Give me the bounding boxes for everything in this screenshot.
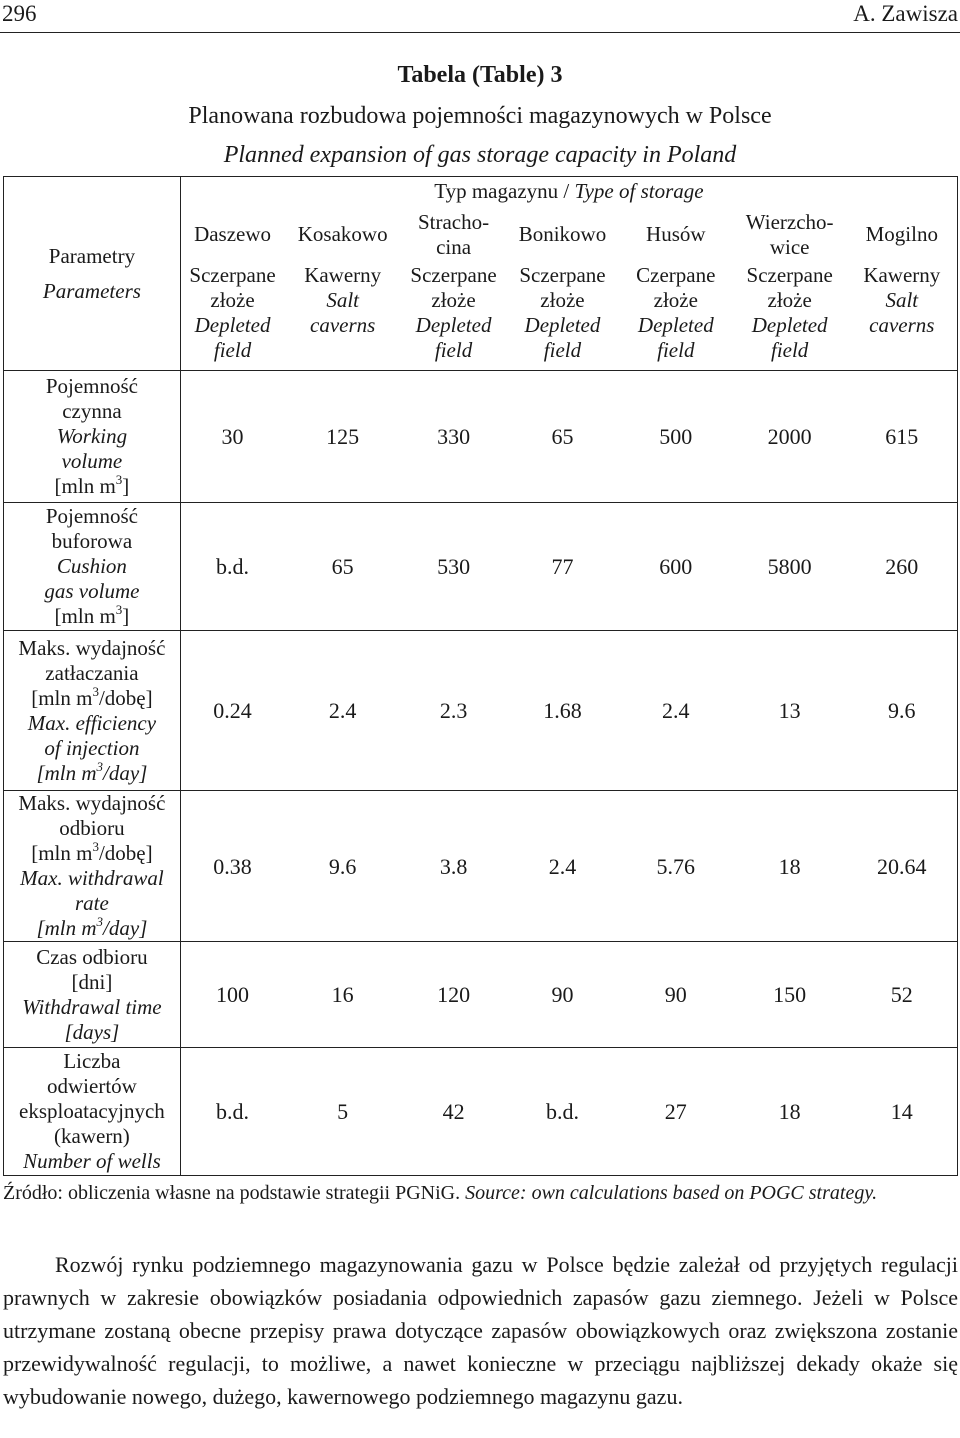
table-source-note bbox=[3, 1181, 958, 1206]
storage-type-en-line: field bbox=[770, 337, 809, 362]
column-header-name bbox=[180, 207, 284, 263]
table-cell: 5.76 bbox=[619, 791, 733, 942]
table-row bbox=[4, 791, 958, 942]
table-cell: 530 bbox=[401, 503, 506, 631]
storage-name-line: Husów bbox=[646, 222, 706, 246]
table-cell: 2.3 bbox=[401, 631, 506, 791]
row-unit bbox=[4, 758, 180, 786]
row-unit bbox=[4, 683, 180, 711]
table-title-pl: Planowana rozbudowa pojemności magazynowych w Polsce bbox=[188, 103, 772, 129]
unit-text: ] bbox=[122, 474, 130, 498]
table-cell: 100 bbox=[180, 942, 284, 1048]
column-header-name bbox=[847, 207, 958, 263]
table-cell: 500 bbox=[619, 371, 733, 503]
table-cell: 18 bbox=[733, 791, 847, 942]
storage-type-pl-line: złoże bbox=[767, 287, 812, 312]
table-cell: 5 bbox=[284, 1048, 401, 1176]
row-label-pl-line: Pojemność bbox=[45, 374, 138, 398]
table-cell: 9.6 bbox=[284, 791, 401, 942]
storage-type-pl-line: złoże bbox=[653, 287, 698, 312]
unit-text: [mln m bbox=[31, 841, 93, 865]
storage-type-en-line: Depleted bbox=[751, 312, 828, 337]
column-header-name bbox=[733, 207, 847, 263]
table-cell: 90 bbox=[619, 942, 733, 1048]
unit-text: [mln m bbox=[36, 760, 97, 785]
running-head bbox=[0, 0, 960, 33]
row-label-en-line: [days] bbox=[64, 1019, 120, 1044]
storage-type-en-line: field bbox=[213, 337, 252, 362]
table-cell: 3.8 bbox=[401, 791, 506, 942]
table-cell: 42 bbox=[401, 1048, 506, 1176]
row-label-pl-line: Pojemność bbox=[45, 504, 138, 528]
unit-exponent: 3 bbox=[115, 602, 123, 617]
table-cell: 260 bbox=[847, 503, 958, 631]
storage-name-line: wice bbox=[769, 234, 810, 259]
table-cell: 2.4 bbox=[284, 631, 401, 791]
storage-type-en-line: Salt bbox=[885, 287, 919, 312]
row-unit bbox=[4, 916, 180, 941]
row-label-pl-line: Maks. wydajność bbox=[18, 791, 166, 815]
row-label-pl-line: odwiertów bbox=[47, 1074, 137, 1098]
storage-name-line: cina bbox=[436, 234, 472, 259]
table-cell: 27 bbox=[619, 1048, 733, 1176]
table-cell: 9.6 bbox=[847, 631, 958, 791]
table-cell: 90 bbox=[506, 942, 619, 1048]
unit-text: [mln m bbox=[31, 685, 93, 710]
table-cell: 30 bbox=[180, 371, 284, 503]
source-pl: Źródło: obliczenia własne na podstawie strategii PGNiG. bbox=[3, 1182, 466, 1204]
storage-type-en-line: Depleted bbox=[637, 312, 714, 337]
storage-table bbox=[3, 176, 958, 1176]
row-label bbox=[4, 631, 181, 791]
row-label bbox=[4, 942, 181, 1048]
table-row bbox=[4, 942, 958, 1048]
unit-text: /dobę] bbox=[98, 841, 153, 865]
table-cell: 52 bbox=[847, 942, 958, 1048]
table-cell: b.d. bbox=[180, 1048, 284, 1176]
unit-text: /day] bbox=[103, 760, 148, 785]
table-cell: 18 bbox=[733, 1048, 847, 1176]
column-header-name bbox=[619, 207, 733, 263]
column-header-type bbox=[284, 263, 401, 371]
row-label-en-line: Max. efficiency bbox=[27, 710, 157, 735]
table-cell: 125 bbox=[284, 371, 401, 503]
storage-type-en-line: caverns bbox=[310, 312, 376, 337]
table-cell: 65 bbox=[284, 503, 401, 631]
table-cell: 0.24 bbox=[180, 631, 284, 791]
table-cell: 150 bbox=[733, 942, 847, 1048]
table-cell: b.d. bbox=[506, 1048, 619, 1176]
row-label-pl-line: czynna bbox=[62, 399, 122, 423]
storage-name-line: Daszewo bbox=[194, 222, 272, 246]
param-header-en: Parameters bbox=[42, 278, 141, 303]
row-unit bbox=[4, 604, 180, 629]
row-label-pl-line: Liczba bbox=[63, 1049, 121, 1073]
row-unit bbox=[4, 841, 180, 866]
table-cell: 330 bbox=[401, 371, 506, 503]
unit-exponent: 3 bbox=[92, 839, 99, 854]
row-label bbox=[4, 791, 181, 942]
table-row bbox=[4, 1048, 958, 1176]
table-cell: 77 bbox=[506, 503, 619, 631]
table-row bbox=[4, 371, 958, 503]
row-label bbox=[4, 503, 181, 631]
table-cell: 600 bbox=[619, 503, 733, 631]
storage-type-en-line: Depleted bbox=[194, 312, 271, 337]
storage-type-pl-line: Sczerpane bbox=[746, 262, 833, 287]
row-label bbox=[4, 1048, 181, 1176]
unit-text: [mln m bbox=[54, 604, 116, 628]
column-header-type bbox=[619, 263, 733, 371]
table-cell: 5800 bbox=[733, 503, 847, 631]
table-cell: 0.38 bbox=[180, 791, 284, 942]
unit-text: [mln m bbox=[54, 474, 116, 498]
storage-type-pl-line: Czerpane bbox=[636, 262, 716, 287]
row-label-pl-line: odbioru bbox=[59, 816, 125, 840]
storage-type-en-line: Depleted bbox=[524, 312, 601, 337]
table-cell: 2.4 bbox=[506, 791, 619, 942]
storage-type-en-line: Depleted bbox=[415, 312, 492, 337]
row-label-pl-line: (kawern) bbox=[54, 1124, 130, 1148]
column-header-type bbox=[847, 263, 958, 371]
storage-type-en-line: field bbox=[657, 337, 695, 362]
storage-type-en-line: field bbox=[434, 337, 473, 362]
storage-type-pl-line: złoże bbox=[540, 287, 585, 312]
table-cell: 14 bbox=[847, 1048, 958, 1176]
storage-name-line: Wierzcho- bbox=[745, 209, 834, 234]
row-label-en-line: Working bbox=[56, 424, 128, 448]
table-cell: 2.4 bbox=[619, 631, 733, 791]
row-label-pl-line: eksploatacyjnych bbox=[19, 1099, 165, 1123]
row-label-en-line: volume bbox=[61, 449, 123, 473]
row-label-pl-line: buforowa bbox=[51, 529, 133, 553]
source-en: Source: own calculations based on POGC strategy. bbox=[465, 1182, 878, 1204]
table-cell: 13 bbox=[733, 631, 847, 791]
row-label-en-line: Withdrawal time bbox=[22, 994, 162, 1019]
storage-type-header-pl: Typ magazynu / bbox=[434, 179, 575, 204]
storage-name-line: Kosakowo bbox=[297, 222, 388, 246]
unit-exponent: 3 bbox=[92, 683, 99, 699]
storage-type-pl-line: złoże bbox=[431, 287, 476, 312]
table-cell: 1.68 bbox=[506, 631, 619, 791]
column-header-name bbox=[401, 207, 506, 263]
storage-name-line: Mogilno bbox=[865, 222, 938, 246]
storage-type-pl-line: Sczerpane bbox=[189, 262, 276, 287]
column-header-type bbox=[401, 263, 506, 371]
column-header-name bbox=[284, 207, 401, 263]
table-cell: 615 bbox=[847, 371, 958, 503]
storage-type-header bbox=[180, 177, 957, 207]
page-number: 296 bbox=[2, 1, 37, 26]
table-cell: 2000 bbox=[733, 371, 847, 503]
storage-type-pl-line: złoże bbox=[210, 287, 255, 312]
storage-type-en-line: caverns bbox=[869, 312, 935, 337]
unit-text: [mln m bbox=[36, 916, 97, 940]
row-label-en-line: Number of wells bbox=[23, 1149, 161, 1173]
table-cell: 65 bbox=[506, 371, 619, 503]
unit-text: /dobę] bbox=[98, 685, 153, 710]
table-cell: b.d. bbox=[180, 503, 284, 631]
column-header-type bbox=[180, 263, 284, 371]
row-label-en-line: rate bbox=[75, 891, 109, 915]
param-header-pl: Parametry bbox=[48, 243, 136, 268]
table-number: Tabela (Table) 3 bbox=[397, 62, 563, 88]
row-label-en-line: Cushion bbox=[56, 554, 127, 578]
body-paragraph: Rozwój rynku podziemnego magazynowania gazu w Polsce będzie zależał od przyjętych regulacji prawnych w zakresie obowiązków posiadania odpowiednich zapasów gazu ziemnego. Jeżeli w Polsce utrzymane zostaną obecne przepisy prawa dotyczące zapasów obowiązkowych oraz zwiększona zostanie przewidywalność regulacji, to możliwe, a nawet konieczne w przeciągu najbliższej dekady okaże się wybudowanie nowego, dużego, kawernowego podziemnego magazynu gazu. bbox=[3, 1252, 958, 1409]
row-unit bbox=[4, 474, 180, 499]
param-header bbox=[4, 177, 181, 371]
storage-type-pl-line: Kawerny bbox=[863, 262, 941, 287]
table-cell: 20.64 bbox=[847, 791, 958, 942]
row-label-en-line: Max. withdrawal bbox=[20, 866, 164, 890]
row-label-en-line: of injection bbox=[44, 735, 140, 760]
storage-type-pl-line: Sczerpane bbox=[519, 262, 606, 287]
table-cell: 120 bbox=[401, 942, 506, 1048]
row-label-en-line: gas volume bbox=[44, 579, 140, 603]
table-title-en: Planned expansion of gas storage capacity in Poland bbox=[223, 142, 737, 168]
storage-type-en-line: field bbox=[543, 337, 582, 362]
row-label-pl-line: zatłaczania bbox=[45, 660, 139, 685]
storage-type-pl-line: Kawerny bbox=[304, 262, 382, 287]
storage-name-line: Bonikowo bbox=[518, 222, 607, 246]
storage-type-pl-line: Sczerpane bbox=[410, 262, 497, 287]
running-author: A. Zawisza bbox=[853, 1, 958, 26]
row-label-pl-line: Maks. wydajność bbox=[18, 635, 166, 660]
column-header-name bbox=[506, 207, 619, 263]
unit-exponent: 3 bbox=[115, 472, 123, 487]
unit-exponent: 3 bbox=[96, 914, 104, 929]
unit-text: ] bbox=[122, 604, 130, 628]
column-header-type bbox=[506, 263, 619, 371]
table-row bbox=[4, 503, 958, 631]
row-label bbox=[4, 371, 181, 503]
unit-exponent: 3 bbox=[96, 758, 104, 774]
storage-name-line: Stracho- bbox=[417, 209, 490, 234]
storage-type-header-en: Type of storage bbox=[574, 179, 704, 204]
column-header-type bbox=[733, 263, 847, 371]
row-label-pl-line: Czas odbioru bbox=[36, 944, 148, 969]
table-row bbox=[4, 631, 958, 791]
storage-type-en-line: Salt bbox=[326, 287, 360, 312]
row-label-pl-line: [dni] bbox=[71, 969, 113, 994]
table-cell: 16 bbox=[284, 942, 401, 1048]
unit-text: /day] bbox=[103, 916, 148, 940]
